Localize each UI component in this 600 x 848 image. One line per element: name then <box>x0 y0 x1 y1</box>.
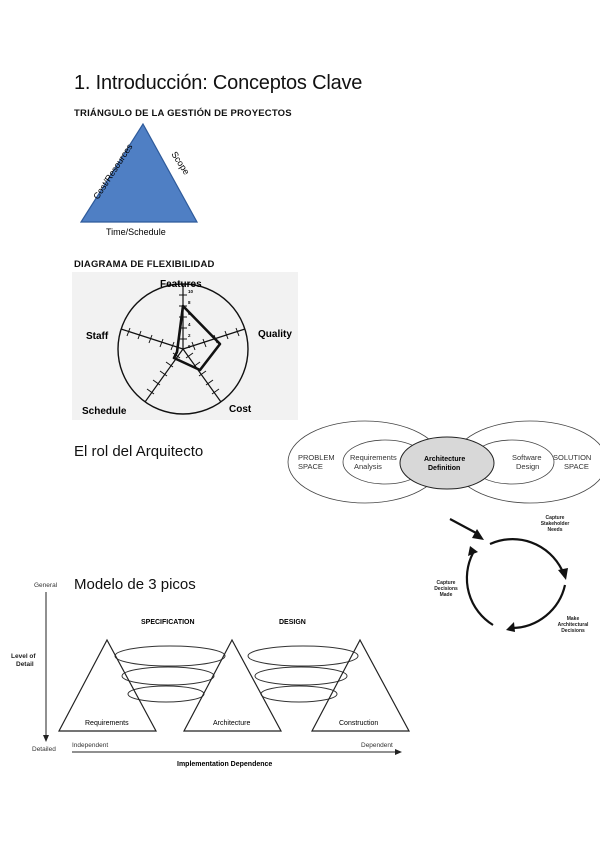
architecture-label: Architecture <box>213 720 251 727</box>
three-peaks-title: Modelo de 3 picos <box>74 576 196 593</box>
triangle-title: TRIÁNGULO DE LA GESTIÓN DE PROYECTOS <box>74 108 292 119</box>
level-of-detail-label: Level of Detail <box>11 653 36 668</box>
dependence-axis-arrow <box>395 749 402 755</box>
detailed-label: Detailed <box>32 746 56 753</box>
construction-label: Construction <box>339 720 379 727</box>
detail-axis-arrow <box>43 735 49 742</box>
axis-label-quality: Quality <box>258 329 292 340</box>
triangle-right-label: Scope <box>169 149 192 177</box>
capture-decisions-label: Capture Decisions Made <box>434 580 458 598</box>
svg-text:4: 4 <box>188 322 191 327</box>
flexibility-title: DIAGRAMA DE FLEXIBILIDAD <box>74 259 215 270</box>
axis-label-schedule: Schedule <box>82 406 127 417</box>
problem-space-label: PROBLEM SPACE <box>298 453 335 471</box>
svg-text:10: 10 <box>188 289 194 294</box>
svg-text:0: 0 <box>188 344 191 349</box>
triangle-bottom-label: Time/Schedule <box>106 227 166 237</box>
axis-label-staff: Staff <box>86 331 109 342</box>
svg-text:8: 8 <box>188 300 191 305</box>
design-label: DESIGN <box>279 619 306 626</box>
specification-label: SPECIFICATION <box>141 619 195 626</box>
axis-label-features: Features <box>160 279 202 290</box>
software-design-label: Software Design <box>512 453 542 471</box>
axis-label-cost: Cost <box>229 404 252 415</box>
architecture-definition-label: Architecture Definition <box>424 456 466 472</box>
architecture-peak <box>184 640 281 731</box>
independent-label: Independent <box>72 742 109 749</box>
solution-space-label: SOLUTION SPACE <box>553 453 592 471</box>
construction-peak <box>312 640 409 731</box>
requirements-analysis-label: Requirements Analysis <box>350 453 397 471</box>
spiral-specification <box>115 646 225 702</box>
implementation-dependence-label: Implementation Dependence <box>177 761 273 768</box>
architect-role-title: El rol del Arquitecto <box>74 443 204 460</box>
triangle-left-label: Cost/Resources <box>91 141 135 202</box>
page-title: 1. Introducción: Conceptos Clave <box>74 72 363 94</box>
make-decisions-label: Make Architectural Decisions <box>557 616 589 634</box>
dependent-label: Dependent <box>361 742 393 749</box>
general-label: General <box>34 582 58 589</box>
requirements-peak <box>59 640 156 731</box>
svg-text:6: 6 <box>188 311 191 316</box>
capture-needs-label: Capture Stakeholder Needs <box>540 515 570 533</box>
svg-text:2: 2 <box>188 333 191 338</box>
requirements-label: Requirements <box>85 720 129 727</box>
